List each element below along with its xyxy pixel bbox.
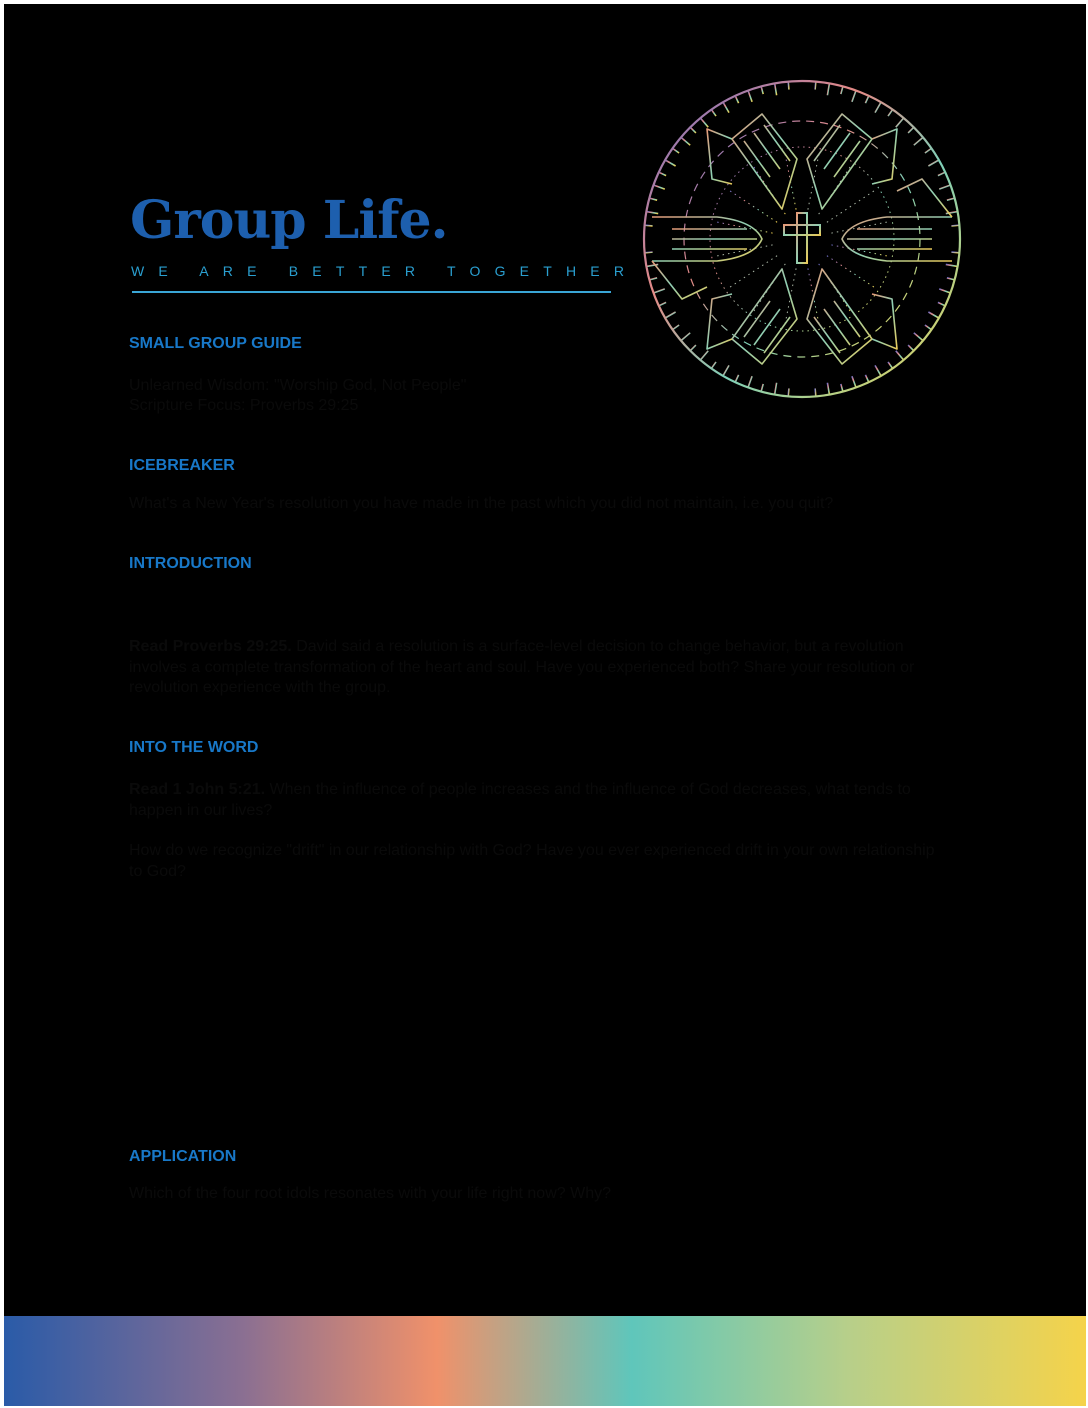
introduction-question xyxy=(129,637,949,699)
introduction-reference: Read Proverbs 29:25. xyxy=(129,638,292,655)
application-question: Which of the four root idols resonates with your life right now? Why? xyxy=(129,1185,611,1202)
document-page xyxy=(4,4,1086,1406)
cross-icon xyxy=(784,213,820,263)
footer-gradient-bar xyxy=(4,1316,1086,1406)
series-title: Unlearned Wisdom: "Worship God, Not People" xyxy=(129,377,467,394)
icebreaker-question: What's a New Year's resolution you have made in the past which you did not maintain, i.e. you quit? xyxy=(129,495,834,512)
introduction-text: David said a resolution is a surface-level decision to change behavior, but a revolution involves a complete transformation of the heart and soul. Have you experienced both? Share your resolution or revolution experience with the group. xyxy=(129,638,915,696)
scripture-focus: Scripture Focus: Proverbs 29:25 xyxy=(129,397,359,414)
word-question-2: How do we recognize "drift" in our relationship with God? Have you ever experienced drift in your own relationship to God? xyxy=(129,842,935,880)
introduction-heading: INTRODUCTION xyxy=(129,555,252,572)
tagline: WE ARE BETTER TOGETHER xyxy=(131,263,639,279)
application-heading: APPLICATION xyxy=(129,1148,237,1165)
title-divider xyxy=(132,291,611,293)
word-question-1-text: When the influence of people increases and the influence of God decreases, what tends to happen in our lives? xyxy=(129,781,911,819)
hands-cross-emblem-icon xyxy=(626,78,978,400)
word-question-1 xyxy=(129,780,949,821)
page-title: Group Life. xyxy=(130,190,448,251)
into-the-word-heading: INTO THE WORD xyxy=(129,739,259,756)
word-question-1-reference: Read 1 John 5:21. xyxy=(129,781,266,798)
small-group-guide-heading: SMALL GROUP GUIDE xyxy=(129,335,302,352)
icebreaker-heading: ICEBREAKER xyxy=(129,457,235,474)
